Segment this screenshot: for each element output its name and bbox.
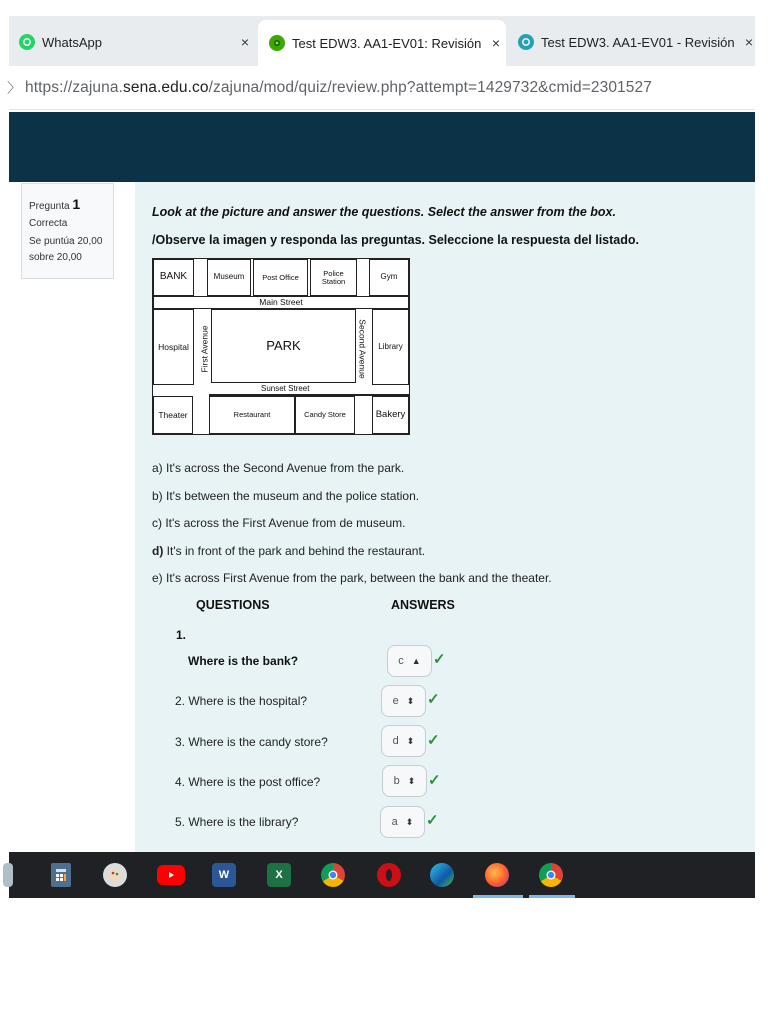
question-state: Correcta	[29, 217, 68, 229]
question-4-text: 4. Where is the post office?	[175, 775, 321, 789]
excel-label: X	[275, 869, 283, 881]
map-post-office: Post Office	[253, 259, 308, 296]
questions-header: QUESTIONS	[196, 598, 270, 612]
instruction-spanish: /Observe la imagen y responda las preguntas. Seleccione la respuesta del listado.	[152, 233, 639, 247]
word-label: W	[218, 869, 230, 881]
option-letter: c)	[152, 516, 162, 530]
map-museum: Museum	[207, 259, 251, 296]
opera-icon[interactable]	[377, 863, 401, 887]
select-arrows-icon: ⬍	[406, 695, 415, 706]
whatsapp-icon	[19, 34, 35, 50]
correct-check-icon: ✓	[426, 812, 439, 829]
correct-check-icon: ✓	[433, 651, 446, 668]
map-diagram-figure	[152, 258, 410, 435]
url-prefix: https://zajuna.	[25, 78, 124, 96]
map-police-station: Police Station	[310, 259, 357, 296]
select-value: b	[393, 775, 400, 787]
chrome-active-indicator	[529, 895, 575, 898]
chrome-icon[interactable]	[321, 863, 345, 887]
reload-icon[interactable]: 〉	[7, 79, 21, 96]
option-text: It's across First Avenue from the park, between the bank and the theater.	[162, 571, 552, 585]
pinned-app-icon[interactable]	[3, 863, 13, 887]
tab-close-icon[interactable]: ×	[491, 35, 500, 51]
map-theater: Theater	[153, 396, 193, 434]
answer-select-1[interactable]	[387, 645, 432, 677]
option-text: It's across the First Avenue from de museum.	[162, 516, 406, 530]
map-gym: Gym	[369, 259, 409, 296]
tab-title: Test EDW3. AA1-EV01: Revisión	[292, 35, 482, 51]
firefox-icon[interactable]	[485, 863, 509, 887]
address-bar[interactable]	[9, 66, 755, 110]
option-text: It's between the museum and the police station.	[162, 489, 420, 503]
answer-select-3[interactable]	[381, 725, 426, 757]
paint-app-icon[interactable]	[103, 863, 127, 887]
correct-check-icon: ✓	[428, 772, 441, 789]
select-value: c	[398, 655, 404, 667]
tab-quiz-review-active[interactable]	[258, 20, 506, 66]
url-text[interactable]	[25, 79, 652, 97]
url-domain: sena.edu.co	[123, 78, 209, 96]
excel-icon[interactable]	[267, 863, 291, 887]
option-letter: d)	[152, 544, 164, 558]
question-number: 1	[72, 196, 81, 212]
windows-taskbar	[9, 852, 755, 898]
map-first-avenue: First Avenue	[199, 325, 210, 373]
sena-icon	[269, 35, 285, 51]
select-value: d	[392, 735, 399, 747]
select-arrows-icon: ⬍	[407, 775, 416, 786]
answers-header: ANSWERS	[391, 598, 455, 612]
option-letter: a)	[152, 461, 163, 475]
youtube-icon[interactable]	[157, 865, 185, 885]
tab-close-icon[interactable]: ×	[240, 34, 249, 50]
url-path: /zajuna/mod/quiz/review.php?attempt=1429732&cmid=2301527	[208, 78, 652, 96]
question-2-text: 2. Where is the hospital?	[175, 694, 308, 708]
option-text: It's in front of the park and behind the restaurant.	[163, 544, 426, 558]
map-library: Library	[372, 309, 409, 385]
tab-title: WhatsApp	[42, 34, 102, 50]
correct-check-icon: ✓	[427, 732, 440, 749]
edge-icon[interactable]	[430, 863, 454, 887]
map-second-avenue: Second Avenue	[357, 319, 368, 379]
tab-close-icon[interactable]: ×	[744, 34, 753, 50]
option-letter: e)	[152, 571, 163, 585]
map-restaurant: Restaurant	[209, 396, 295, 434]
map-bank: BANK	[153, 259, 194, 296]
site-header-band	[9, 112, 755, 182]
option-text: It's across the Second Avenue from the park.	[162, 461, 405, 475]
sena-icon	[518, 34, 534, 50]
question-5-text: 5. Where is the library?	[175, 815, 299, 829]
map-sunset-street: Sunset Street	[261, 384, 310, 393]
option-a	[152, 461, 404, 475]
select-arrows-icon: ⬍	[405, 816, 414, 827]
tab-whatsapp[interactable]	[19, 20, 255, 64]
option-e	[152, 571, 552, 585]
firefox-active-indicator	[473, 895, 523, 898]
map-candy-store: Candy Store	[295, 396, 355, 434]
map-park: PARK	[211, 309, 356, 383]
option-letter: b)	[152, 489, 163, 503]
word-icon[interactable]	[212, 863, 236, 887]
select-arrows-icon: ⬍	[406, 735, 415, 746]
calculator-icon[interactable]	[51, 863, 71, 887]
question-score: Se puntúa 20,00 sobre 20,00	[29, 236, 103, 263]
question-label: Pregunta	[29, 201, 70, 212]
tab-title: Test EDW3. AA1-EV01 - Revisión	[541, 34, 735, 50]
option-b	[152, 489, 419, 503]
map-main-street-road	[153, 296, 409, 309]
question-1-number: 1.	[176, 628, 187, 642]
select-arrows-icon: ▲	[411, 656, 421, 666]
map-main-street: Main Street	[259, 297, 303, 308]
option-c	[152, 516, 406, 530]
tab-quiz-review-2[interactable]	[518, 20, 755, 64]
browser-tab-strip	[9, 16, 755, 66]
select-value: e	[392, 695, 399, 707]
answer-select-2[interactable]	[381, 685, 426, 717]
select-value: a	[391, 816, 398, 828]
page-left-column	[9, 182, 135, 852]
instruction-english: Look at the picture and answer the questions. Select the answer from the box.	[152, 205, 616, 219]
question-1-text: Where is the bank?	[188, 654, 299, 668]
question-3-text: 3. Where is the candy store?	[175, 735, 328, 749]
answer-select-4[interactable]	[382, 765, 427, 797]
correct-check-icon: ✓	[427, 691, 440, 708]
question-info-box	[21, 183, 114, 279]
option-d	[152, 544, 425, 558]
map-bakery: Bakery	[372, 396, 409, 434]
chrome-icon[interactable]	[539, 863, 563, 887]
answer-select-5[interactable]	[380, 806, 425, 838]
map-hospital: Hospital	[153, 309, 194, 385]
